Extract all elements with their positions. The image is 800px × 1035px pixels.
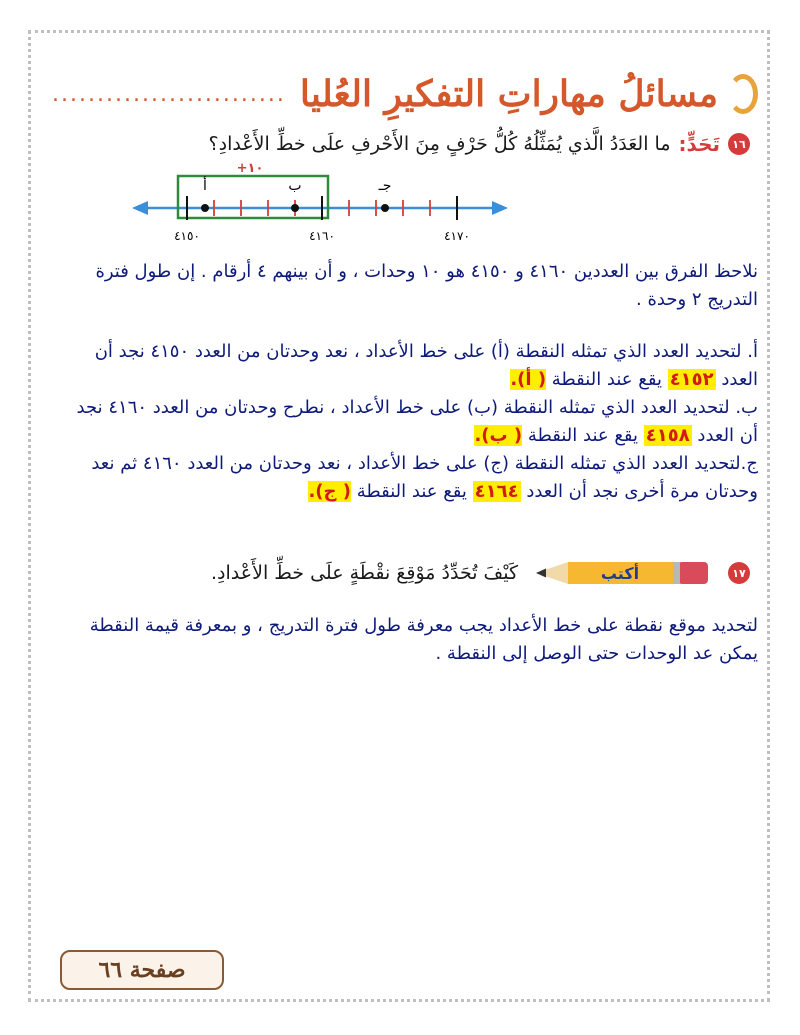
step-c-mid: يقع عند النقطة — [351, 481, 473, 502]
answer-text: لتحديد موقع نقطة على خط الأعداد يجب معرفة طول فترة التدريج ، و بمعرفة قيمة النقطة يمكن عد الوحدات حتى الوصل إلى النقطة . — [89, 615, 758, 664]
heading-bracket-icon — [728, 74, 758, 114]
point-label-a: أ — [203, 178, 207, 194]
step-b-text: ب. لتحديد العدد الذي تمثله النقطة (ب) على خط الأعداد ، نطرح وحدتان من العدد ٤١٦٠ نجد أن العدد — [76, 397, 758, 446]
question-number-badge: ١٦ — [728, 133, 750, 155]
answer-paragraph — [60, 612, 758, 668]
step-a — [60, 338, 758, 394]
question-17 — [211, 556, 750, 590]
step-a-point: ( أ). — [510, 369, 547, 390]
tick-label-4170: ٤١٧٠ — [444, 229, 470, 243]
point-label-b: ب — [288, 178, 302, 194]
question-16 — [209, 132, 750, 156]
page-label: صفحة ٦٦ — [98, 957, 186, 983]
page-number-badge — [60, 950, 224, 990]
tick-label-4160: ٤١٦٠ — [309, 229, 335, 243]
step-b-mid: يقع عند النقطة — [522, 425, 644, 446]
step-c-value: ٤١٦٤ — [474, 481, 519, 502]
explanation-text: نلاحظ الفرق بين العددين ٤١٦٠ و ٤١٥٠ هو ١٠ وحدات ، و أن بينهم ٤ أرقام . إن طول فترة التدريج ٢ وحدة . — [95, 261, 758, 310]
solution-steps — [60, 338, 758, 506]
plus-ten-annotation: +١٠ — [236, 161, 264, 176]
step-c-text: ج.لتحديد العدد الذي تمثله النقطة (ج) على خط الأعداد ، نعد وحدتان من العدد ٤١٦٠ ثم نعد وحدتان مرة أخرى نجد أن العدد — [91, 453, 758, 502]
question-label: تَحَدٍّ: — [678, 132, 720, 156]
question-number-badge: ١٧ — [728, 562, 750, 584]
explanation-paragraph — [60, 258, 758, 314]
highlight-box — [178, 176, 328, 218]
heading-dotted-leader: .......................... — [52, 81, 286, 107]
step-c-point: ( ج). — [308, 481, 351, 502]
write-label: أكتب — [600, 564, 640, 583]
right-arrow-icon — [492, 201, 508, 215]
tick-label-4150: ٤١٥٠ — [174, 229, 200, 243]
question-text: كَيْفَ تُحَدِّدُ مَوْقِعَ نقْطَةٍ علَى خطِّ الأَعْدادِ. — [211, 562, 518, 584]
question-text: ما العَدَدُ الَّذي يُمَثِّلُهُ كُلُّ حَرْفٍ مِنَ الأَحْرفِ علَى خطِّ الأَعْدادِ؟ — [208, 133, 671, 155]
step-b-point: ( ب). — [474, 425, 523, 446]
point-c — [381, 204, 389, 212]
step-a-value: ٤١٥٢ — [669, 369, 714, 390]
step-c — [60, 450, 758, 506]
step-a-mid: يقع عند النقطة — [546, 369, 668, 390]
pencil-icon — [528, 556, 718, 590]
point-label-c: جـ — [378, 178, 392, 194]
step-b-value: ٤١٥٨ — [645, 425, 690, 446]
section-title: مسائلُ مهاراتِ التفكيرِ العُليا — [299, 73, 718, 115]
point-a — [201, 204, 209, 212]
section-heading — [52, 66, 758, 122]
step-a-text: أ. لتحديد العدد الذي تمثله النقطة (أ) على خط الأعداد ، نعد وحدتان من العدد ٤١٥٠ نجد أن العدد — [94, 341, 758, 390]
step-b — [60, 394, 758, 450]
point-b — [291, 204, 299, 212]
number-line — [130, 160, 510, 245]
left-arrow-icon — [132, 201, 148, 215]
